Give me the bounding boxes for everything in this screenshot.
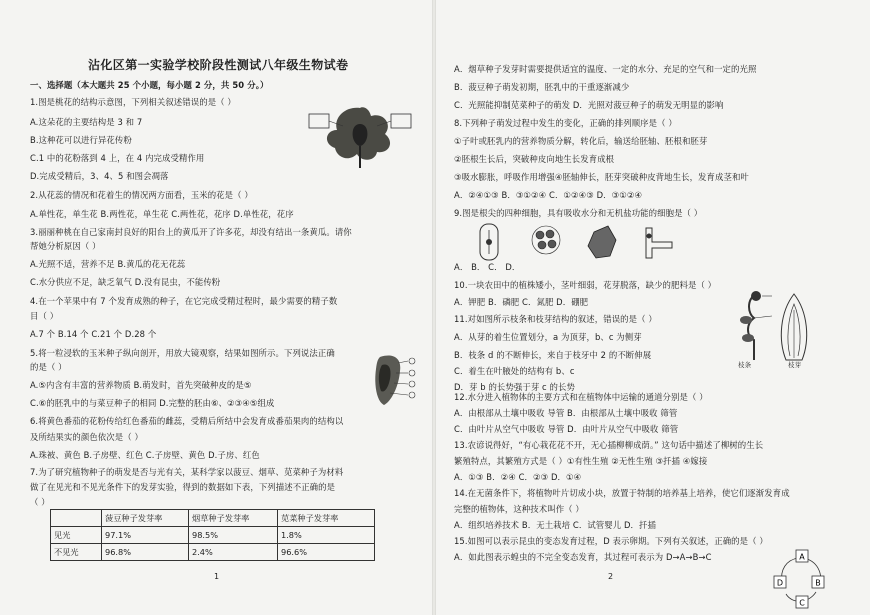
question-1-stem: 1.图是桃花的结构示意图，下列相关叙述错误的是（ ） [30, 97, 236, 107]
peach-flower-figure [305, 100, 415, 170]
question-13-stem-cont: 繁殖特点，其繁殖方式是（ ）①有性生殖 ②无性生殖 ③扦插 ④嫁接 [454, 456, 708, 466]
question-4-stem-cont: 目（ ） [30, 311, 59, 321]
table-row [51, 544, 375, 561]
q12-options-cd: C．由叶片从空气中吸收 导管 D．由叶片从空气中吸收 筛管 [454, 424, 679, 434]
q1-option-d: D.完成受精后，3、4、5 和图会凋落 [30, 171, 169, 181]
life-cycle-figure [772, 548, 832, 610]
question-13-stem: 13.农谚说得好，“有心栽花花不开，无心插柳柳成荫。” 这句话中描述了柳树的生长 [454, 440, 764, 450]
q4-options: A.7 个 B.14 个 C.21 个 D.28 个 [30, 329, 157, 339]
q11-option-b: B．枝条 d 的不断伸长，来自于枝牙中 2 的不断伸展 [454, 350, 652, 360]
question-2-stem: 2.从花蕊的情况和花着生的情况两方面看，玉米的花是（ ） [30, 190, 253, 200]
q15-option-a: A．如此图表示蝗虫的不完全变态发育，其过程可表示为 D→A→B→C [454, 552, 712, 562]
q3-options-ab: A.光照不适，营养不足 B.黄瓜的花无花蕊 [30, 259, 186, 269]
q9-options: A． B． C． D． [454, 262, 521, 272]
cycle-label-c: C [799, 598, 805, 608]
table-cell: 96.6% [278, 544, 375, 561]
table-header-cell [51, 510, 102, 527]
question-11-stem: 11.对如图所示枝条和枝芽结构的叙述，错误的是（ ） [454, 314, 657, 324]
question-14-stem-cont: 完整的植物体，这种技术叫作（ ） [454, 504, 584, 514]
question-5-stem: 5.将一粒浸软的玉米种子纵向剖开，用放大镜观察，结果如图所示。下列说法正确 [30, 348, 335, 358]
table-header-cell: 菠豆种子发芽率 [102, 510, 189, 527]
question-14-stem: 14.在无菌条件下，将植物叶片切成小块，放置于特制的培养基上培养，使它们逐渐发育成 [454, 488, 790, 498]
q7-option-a: A．烟草种子发芽时需要提供适宜的温度、一定的水分、充足的空气和一定的光照 [454, 64, 757, 74]
q5-options-ab: A.⑤内含有丰富的营养物质 B.萌发时，首先突破种皮的是⑤ [30, 380, 252, 390]
table-cell: 不见光 [51, 544, 102, 561]
q8-statement-1: ①子叶或胚乳内的营养物质分解，转化后，输送给胚轴、胚根和胚芽 [454, 136, 708, 146]
table-cell: 2.4% [189, 544, 278, 561]
q1-option-c: C.1 中的花粉落到 4 上，在 4 内完成受精作用 [30, 153, 205, 163]
q11-option-d: D．芽 b 的长势强于芽 c 的长势 [454, 382, 575, 392]
q5-options-cd: C.⑥的胚乳中的与菜豆种子的相同 D.完整的胚由⑥、②③④⑤组成 [30, 398, 275, 408]
q3-options-cd: C.水分供应不足，缺乏氧气 D.没有昆虫，不能传粉 [30, 277, 221, 287]
q14-options: A．组织培养技术 B．无土栽培 C．试管婴儿 D．扦插 [454, 520, 656, 530]
table-cell: 96.8% [102, 544, 189, 561]
branch-bud-figure [734, 290, 814, 370]
corn-seed-figure [372, 353, 420, 408]
section-heading: 一、选择题（本大题共 25 个小题，每小题 2 分，共 50 分。） [30, 80, 269, 90]
q2-options: A.单性花，单生花 B.两性花，单生花 C.两性花，花序 D.单性花，花序 [30, 209, 294, 219]
cycle-label-a: A [799, 552, 805, 562]
page-number: 2 [608, 572, 614, 581]
q11-option-c: C．着生在叶腋处的结构有 b、c [454, 366, 575, 376]
q1-option-b: B.这种花可以进行异花传粉 [30, 135, 132, 145]
question-10-stem: 10.一块农田中的植株矮小，茎叶细弱，花芽脱落，缺少的肥料是（ ） [454, 280, 717, 290]
question-5-stem-cont: 的是（ ） [30, 362, 67, 372]
question-9-stem: 9.图是根尖的四种细胞，具有吸收水分和无机盐功能的细胞是（ ） [454, 208, 703, 218]
fig11-label-branch: 枝条 [738, 361, 752, 369]
table-row [51, 527, 375, 544]
q7-option-b: B．菠豆种子萌发初期，胚乳中的干重逐渐减少 [454, 82, 630, 92]
question-12-stem: 12.水分进入植物体的主要方式和在植物体中运输的通道分别是（ ） [454, 392, 708, 402]
table-cell: 97.1% [102, 527, 189, 544]
q10-options: A．钾肥 B．磷肥 C．氮肥 D．硼肥 [454, 297, 589, 307]
exam-title: 沾化区第一实验学校阶段性测试八年级生物试卷 [88, 58, 349, 72]
table-cell: 1.8% [278, 527, 375, 544]
question-7-stem: 7.为了研究植物种子的萌发是否与光有关，某科学家以菠豆、烟草、苋菜种子为材料 [30, 467, 344, 477]
q8-statement-2: ②胚根生长后，突破种皮向地生长发育成根 [454, 154, 615, 164]
germination-table [50, 509, 375, 561]
question-4-stem: 4.在一个苹果中有 7 个发育成熟的种子，在它完成受精过程时，最少需要的精子数 [30, 296, 338, 306]
question-6-stem-cont: 及所结果实的颜色依次是（ ） [30, 432, 143, 442]
question-7-stem-cont: 做了在见光和不见光条件下的发芽实验，得到的数据如下表，下列描述不正确的是 [30, 482, 336, 492]
table-cell: 见光 [51, 527, 102, 544]
q6-options: A.珠被、黄色 B.子房壁、红色 C.子房壁、黄色 D.子房、红色 [30, 450, 260, 460]
cycle-label-d: D [776, 578, 784, 588]
q11-option-a: A．从芽的着生位置划分，a 为顶芽，b、c 为侧芽 [454, 332, 642, 342]
cycle-label-b: B [815, 578, 821, 588]
q8-statement-3-4: ③吸水膨胀，呼吸作用增强④胚轴伸长，胚芽突破种皮背地生长，发育成茎和叶 [454, 172, 749, 182]
question-8-stem: 8.下列种子萌发过程中发生的变化，正确的排列顺序是（ ） [454, 118, 677, 128]
q12-options-ab: A．由根部从土壤中吸收 导管 B．由根部从土壤中吸收 筛管 [454, 408, 678, 418]
q13-options: A．①③ B．②④ C．②③ D．①④ [454, 472, 582, 482]
question-3-stem-cont: 帮她分析原因（ ） [30, 241, 101, 251]
exam-page-1 [0, 0, 432, 615]
table-header-row [51, 510, 375, 527]
question-15-stem: 15.如图可以表示昆虫的变态发育过程，D 表示卵期。下列有关叙述，正确的是（ ） [454, 536, 768, 546]
q1-option-a: A.这朵花的主要结构是 3 和 7 [30, 117, 143, 127]
question-6-stem: 6.将黄色番茄的花粉传给红色番茄的雌蕊，受精后所结中会发育成番茄果肉的结构以 [30, 416, 344, 426]
table-header-cell: 苋菜种子发芽率 [278, 510, 375, 527]
table-cell: 98.5% [189, 527, 278, 544]
exam-page-2 [436, 0, 870, 615]
question-7-stem-end: （ ） [30, 497, 50, 507]
question-3-stem: 3.丽丽种桃在自己家南封良好的阳台上的黄瓜开了许多花，却没有结出一条黄瓜。请你 [30, 227, 352, 237]
fig11-label-bud: 枝芽 [788, 361, 802, 369]
q7-options-cd: C．光照能抑制苋菜种子的萌发 D．光照对菠豆种子的萌发无明显的影响 [454, 100, 724, 110]
table-header-cell: 烟草种子发芽率 [189, 510, 278, 527]
root-cells-figure [476, 222, 691, 264]
q8-options: A．②④①③ B．③①②④ C．①②④③ D．③①②④ [454, 190, 643, 200]
page-number: 1 [214, 572, 220, 581]
